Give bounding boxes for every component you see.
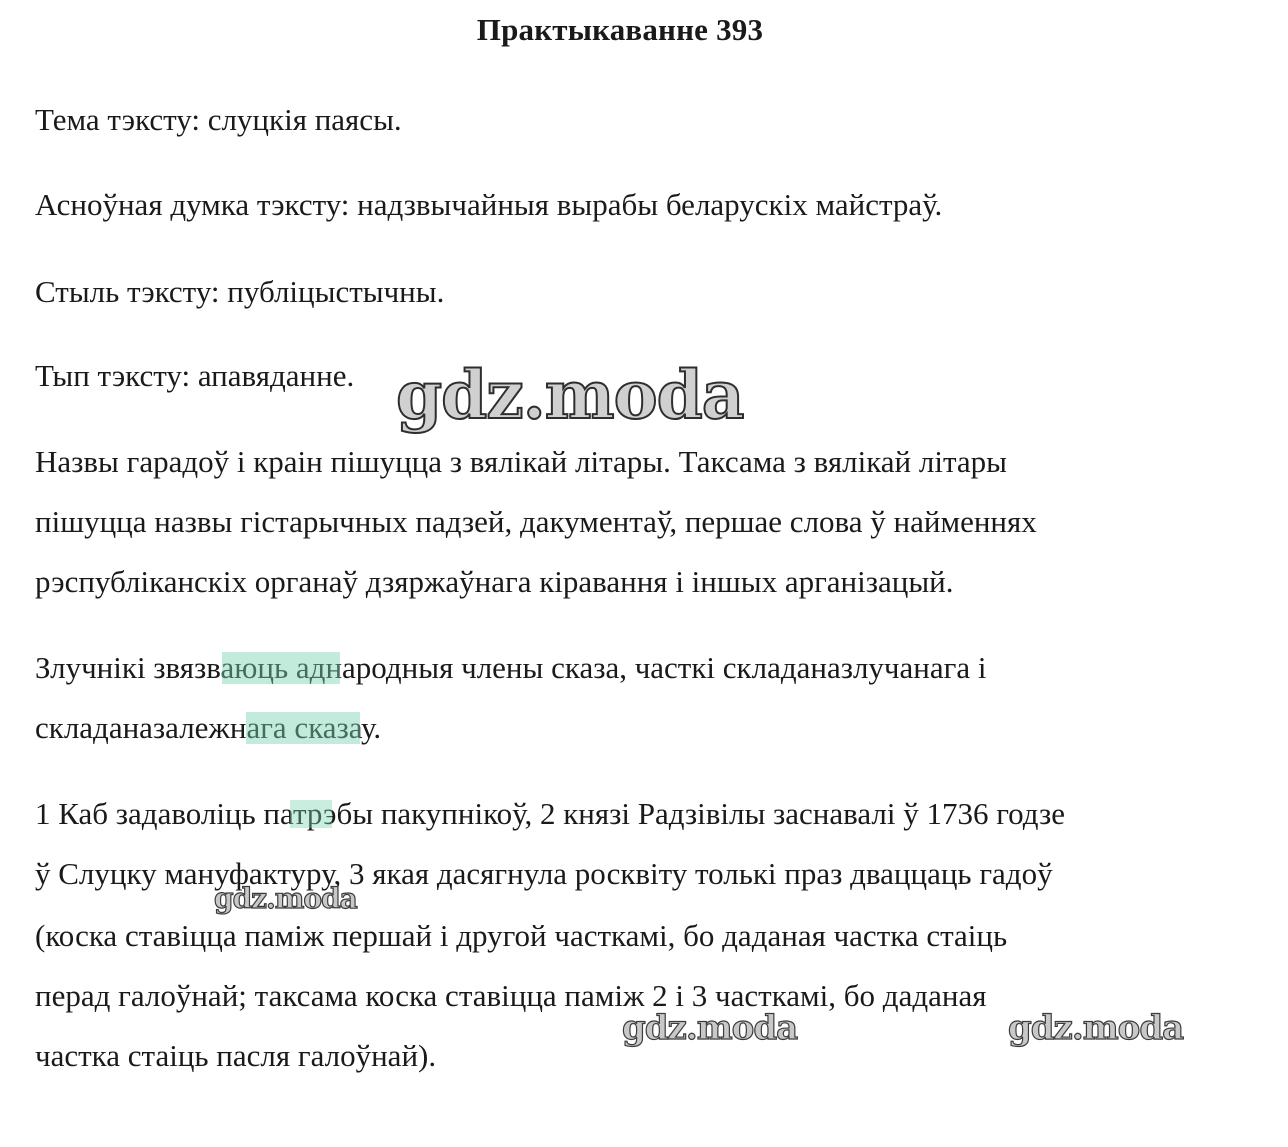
highlight-mark <box>222 652 340 684</box>
paragraph-sentence-line-2: ў Слуцку мануфактуру, 3 якая дасягнула росквіту толькі праз дваццаць гадоў <box>35 856 1053 891</box>
text-topic: Тема тэксту: слуцкія паясы. <box>35 102 402 137</box>
paragraph-sentence-line-5: частка стаіць пасля галоўнай). <box>35 1038 437 1073</box>
paragraph-capitals-line-1: Назвы гарадоў і краін пішуцца з вялікай літары. Таксама з вялікай літары <box>35 444 1007 479</box>
highlight-mark <box>246 712 360 744</box>
watermark-logo: gdz.moda <box>396 356 744 434</box>
highlight-mark <box>290 800 332 828</box>
paragraph-sentence-line-4: перад галоўнай; таксама коска ставіцца паміж 2 і 3 часткамі, бо даданая <box>35 978 987 1013</box>
paragraph-sentence-line-1: 1 Каб задаволіць патрэбы пакупнікоў, 2 князі Радзівілы заснавалі ў 1736 годзе <box>35 796 1065 831</box>
text-style: Стыль тэксту: публіцыстычны. <box>35 274 445 309</box>
paragraph-capitals-line-2: пішуцца назвы гістарычных падзей, дакументаў, першае слова ў найменнях <box>35 504 1037 539</box>
watermark-logo: gdz.moda <box>1008 1008 1184 1048</box>
conjunctions-text: Злучнікі звязваюць аднародныя члены сказа, часткі складаназлучанага і <box>35 650 987 685</box>
paragraph-conjunctions-line-2: складаназалежнага сказау. <box>35 710 382 745</box>
watermark-logo: gdz.moda <box>214 882 357 915</box>
text-type: Тып тэксту: апавяданне. <box>35 358 355 393</box>
paragraph-sentence-line-3: (коска ставіцца паміж першай і другой часткамі, бо даданая частка стаіць <box>35 918 1008 953</box>
paragraph-capitals-line-3: рэспубліканскіх органаў дзяржаўнага кіравання і іншых арганізацый. <box>35 564 954 599</box>
text-main-idea: Асноўная думка тэксту: надзвычайныя вырабы беларускіх майстраў. <box>35 187 943 222</box>
watermark-logo: gdz.moda <box>622 1008 798 1048</box>
paragraph-conjunctions-line-1 <box>35 648 986 688</box>
page-title: Практыкаванне 393 <box>476 12 764 47</box>
